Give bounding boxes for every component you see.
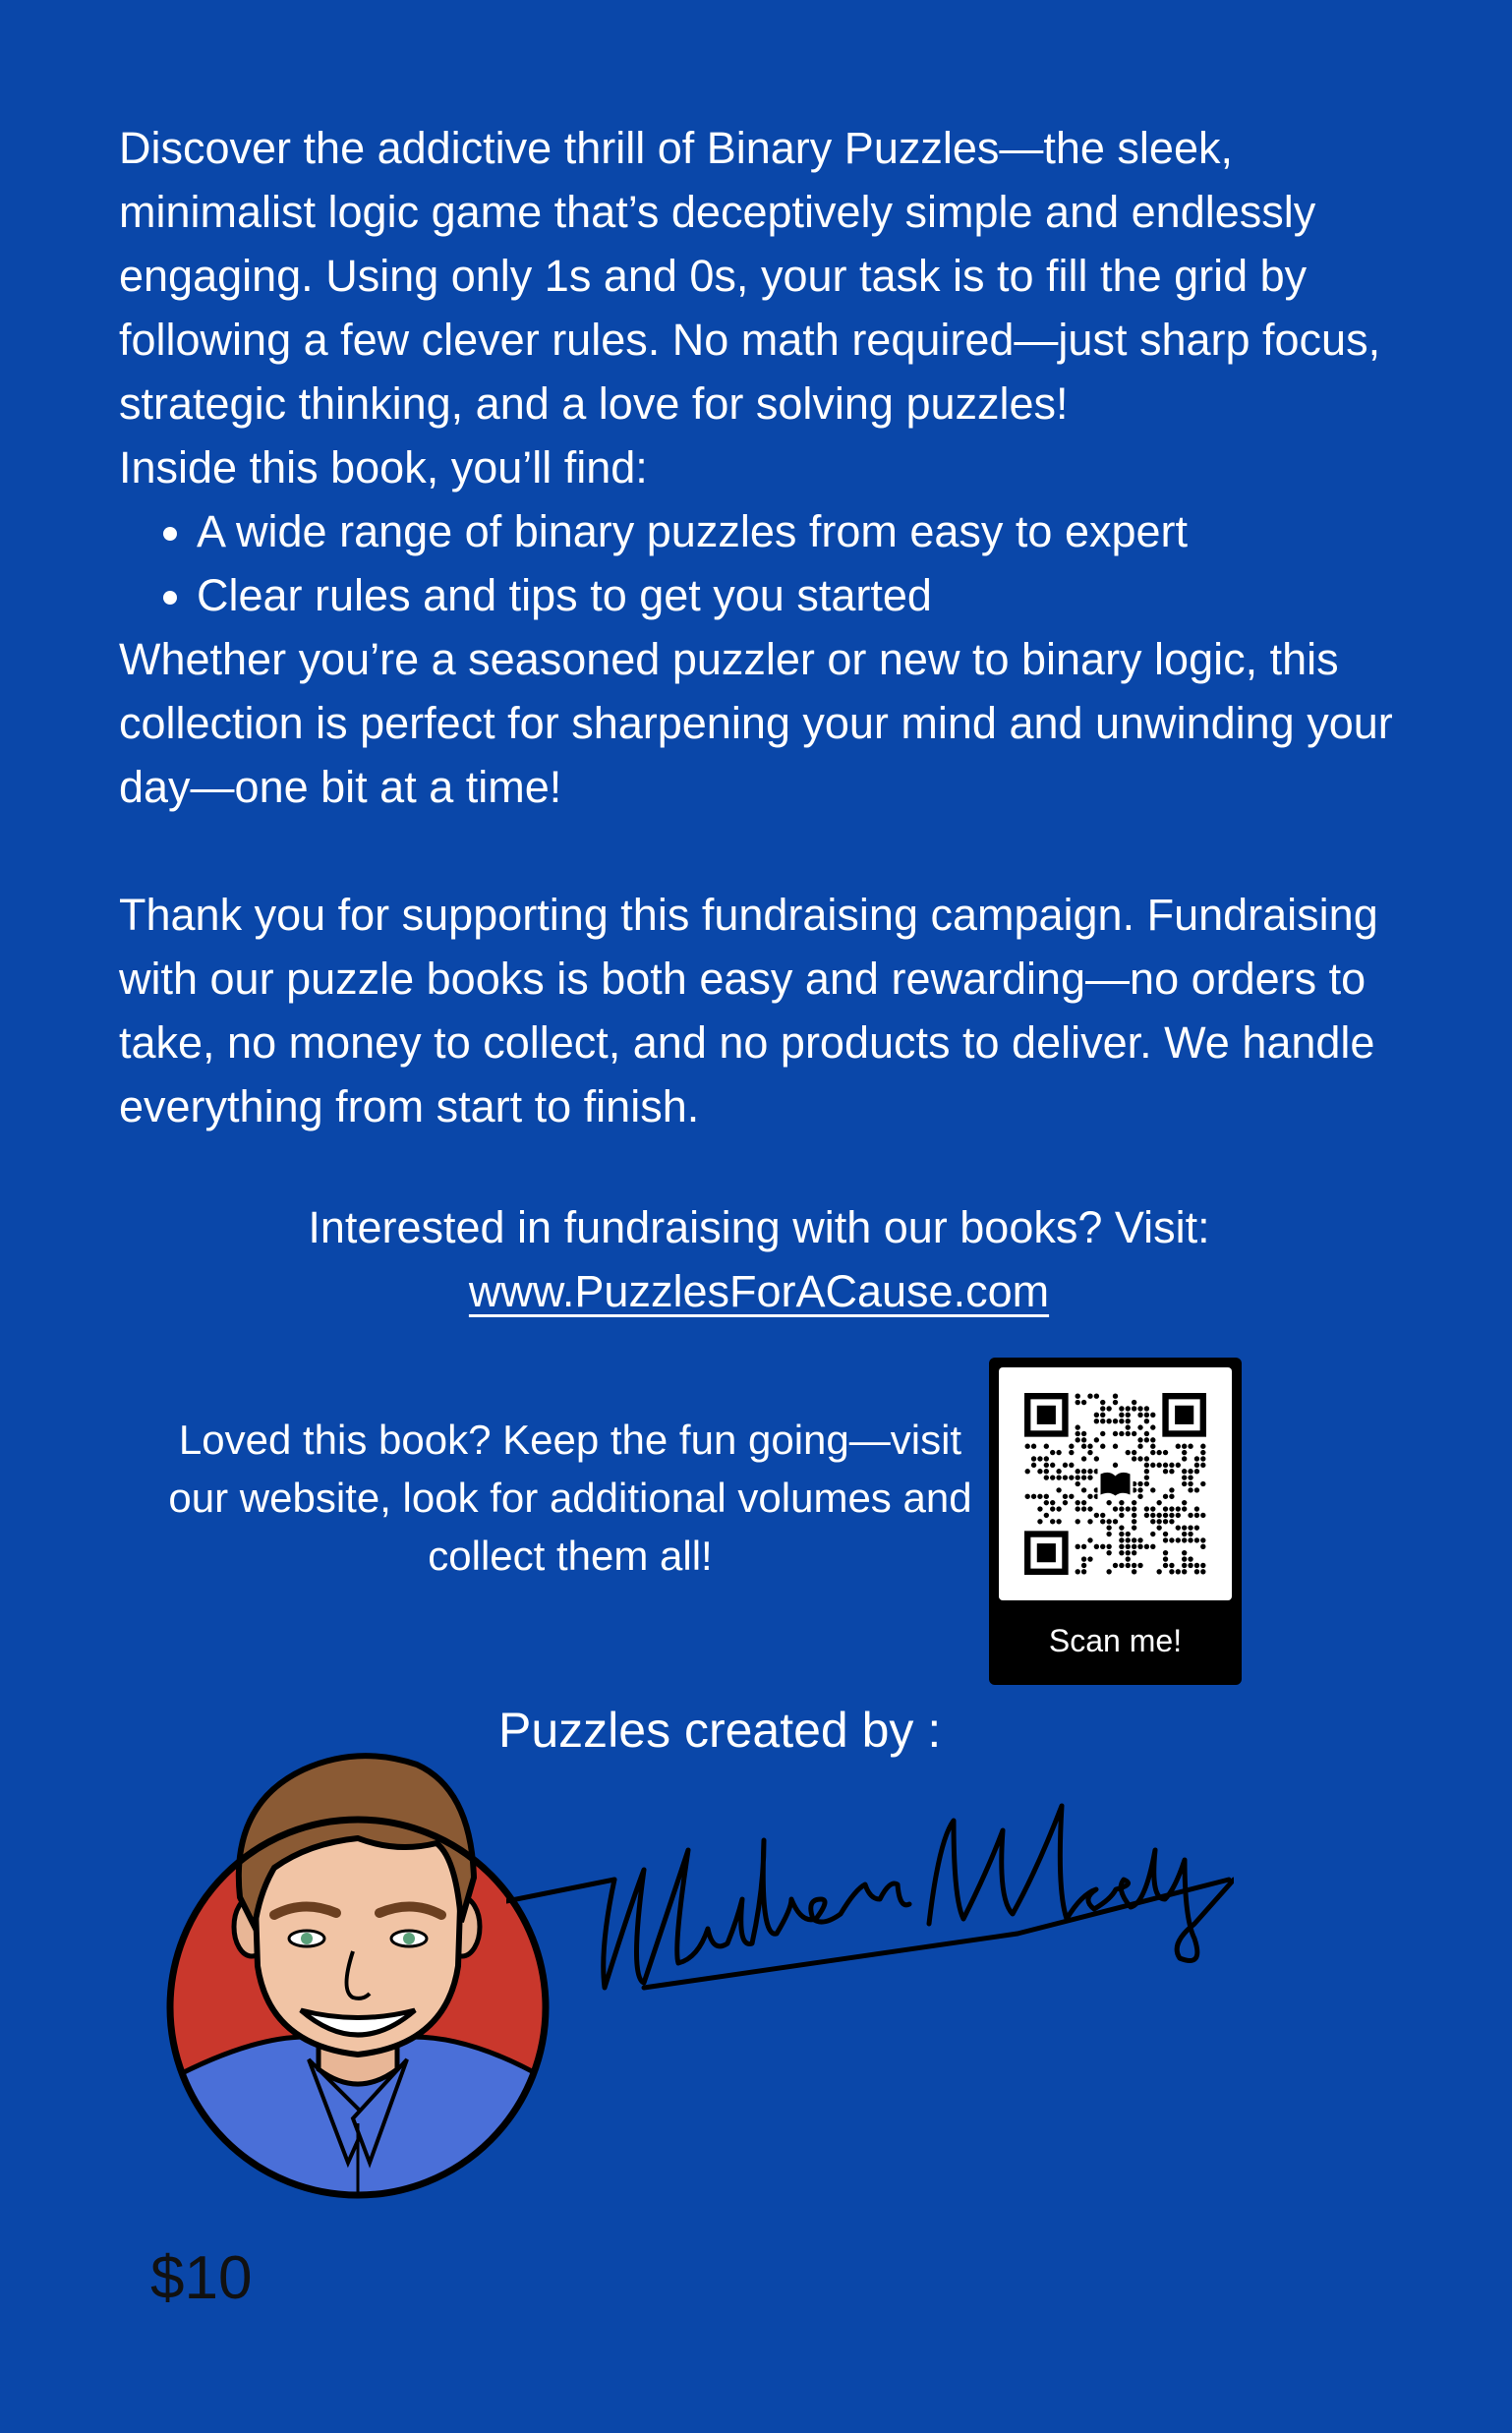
price-label: $10 bbox=[150, 2244, 253, 2312]
qr-finder-pattern bbox=[1024, 1393, 1069, 1437]
description-paragraph: Discover the addictive thrill of Binary Puzzles—the sleek, minimalist logic game that’s deceptively simple and endlessly engaging. Using only 1s and 0s, your task is to fill the grid by following a few clever rules. No math required—just sharp focus, strategic thinking, and a love for solving puzzles! bbox=[119, 123, 1381, 429]
book-icon bbox=[1098, 1469, 1134, 1500]
inside-heading: Inside this book, you’ll find: bbox=[119, 442, 648, 492]
feature-list bbox=[119, 499, 1397, 627]
qr-finder-pattern bbox=[1162, 1393, 1206, 1437]
closing-paragraph: Whether you’re a seasoned puzzler or new to binary logic, this collection is perfect for sharpening your mind and unwinding your day—one bit at a time! bbox=[119, 634, 1393, 812]
credit-line: Puzzles created by : bbox=[498, 1703, 942, 1758]
thanks-paragraph: Thank you for supporting this fundraising campaign. Fundraising with our puzzle books is both easy and rewarding—no orders to take, no money to collect, and no products to deliver. We handle everything from start to finish. bbox=[119, 890, 1378, 1131]
feature-item: • A wide range of binary puzzles from easy to expert bbox=[197, 499, 1397, 563]
author-signature bbox=[506, 1752, 1234, 2007]
qr-caption: Scan me! bbox=[1048, 1623, 1183, 1658]
qr-code-card[interactable] bbox=[989, 1358, 1242, 1685]
loved-message: Loved this book? Keep the fun going—visit our website, look for additional volumes and collect them all! bbox=[168, 1417, 972, 1579]
qr-finder-pattern bbox=[1024, 1531, 1069, 1575]
cta-question: Interested in fundraising with our books? Visit: bbox=[308, 1202, 1210, 1252]
qr-code-area bbox=[999, 1367, 1232, 1600]
author-portrait bbox=[161, 1730, 554, 2212]
feature-item: • Clear rules and tips to get you started bbox=[197, 563, 1397, 627]
fundraising-cta bbox=[0, 1195, 1512, 1323]
description-block bbox=[119, 116, 1397, 819]
website-link[interactable]: www.PuzzlesForACause.com bbox=[468, 1266, 1050, 1316]
qr-code[interactable] bbox=[999, 1367, 1232, 1600]
